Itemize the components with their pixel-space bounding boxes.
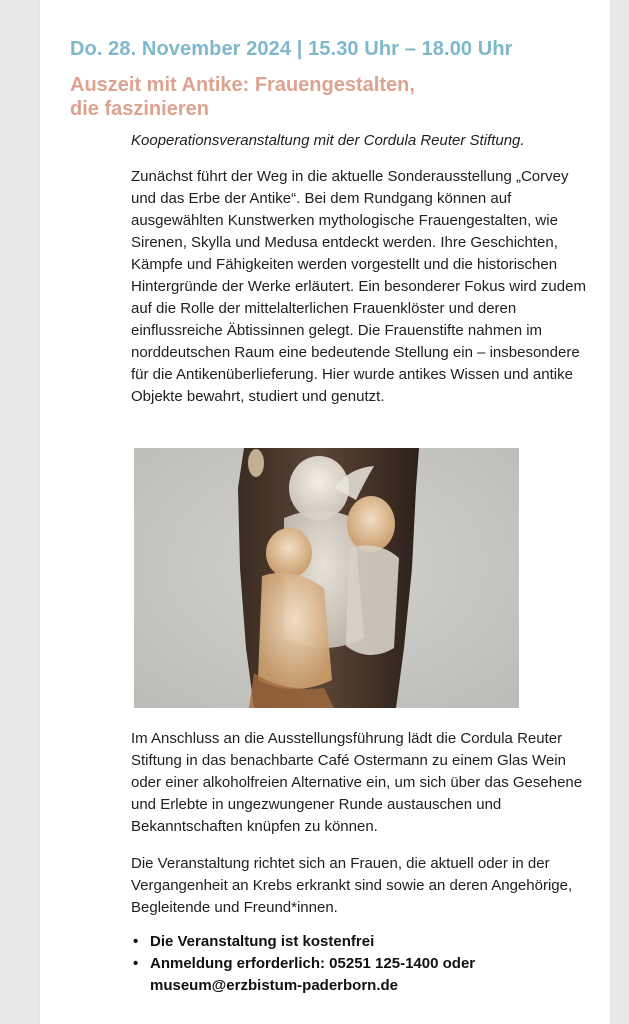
description-paragraph-3: Die Veranstaltung richtet sich an Frauen, die aktuell oder in der Vergangenheit an Krebs erkrankt sind sowie an deren Angehörige, Begleitende und Freund*innen. xyxy=(131,855,573,916)
cameo-photo xyxy=(134,448,519,708)
info-item-registration-text: Anmeldung erforderlich: 05251 125-1400 oder museum@erzbistum-paderborn.de xyxy=(150,955,476,994)
event-title-line-1: Auszeit mit Antike: Frauengestalten, xyxy=(70,74,415,96)
event-subtitle: Kooperationsveranstaltung mit der Cordula Reuter Stiftung. xyxy=(131,132,525,149)
event-date: Do. 28. November 2024 | 15.30 Uhr – 18.00 Uhr xyxy=(70,38,513,60)
bullet-dot-icon: • xyxy=(133,933,139,950)
bullet-dot-icon: • xyxy=(133,955,139,972)
info-list xyxy=(131,931,601,997)
event-title xyxy=(70,73,415,121)
event-title-line-2: die faszinieren xyxy=(70,98,209,120)
description-paragraph-2: Im Anschluss an die Ausstellungsführung lädt die Cordula Reuter Stiftung in das benachbarte Café Ostermann zu einem Glas Wein oder einer alkoholfreien Alternative ein, um sich über das Gesehene und Erlebte in ungezwungener Runde austauschen und Bekanntschaften knüpfen zu können. xyxy=(131,730,583,835)
info-item-cost-text: Die Veranstaltung ist kostenfrei xyxy=(150,933,375,950)
info-item-cost xyxy=(131,931,601,953)
event-page xyxy=(40,0,610,1024)
info-item-registration xyxy=(131,953,601,997)
description-paragraph-1: Zunächst führt der Weg in die aktuelle Sonderausstellung „Corvey und das Erbe der Antike“. Bei dem Rundgang können auf ausgewählten Kunstwerken mythologische Frauengestalten, wie Sirenen, Skylla und Medusa entdeckt werden. Ihre Geschichten, Kämpfe und Fähigkeiten werden vorgestellt und die historischen Hintergründe der Werke erläutert. Ein besonderer Fokus wird zudem auf die Rolle der mittelalterlichen Frauenklöster und deren einflussreiche Äbtissinnen gelegt. Die Frauenstifte nahmen im norddeutschen Raum eine bedeutende Stellung ein – insbesondere für die Antikenüberlieferung. Hier wurde antikes Wissen und antike Objekte bewahrt, studiert und genutzt. xyxy=(131,168,586,405)
